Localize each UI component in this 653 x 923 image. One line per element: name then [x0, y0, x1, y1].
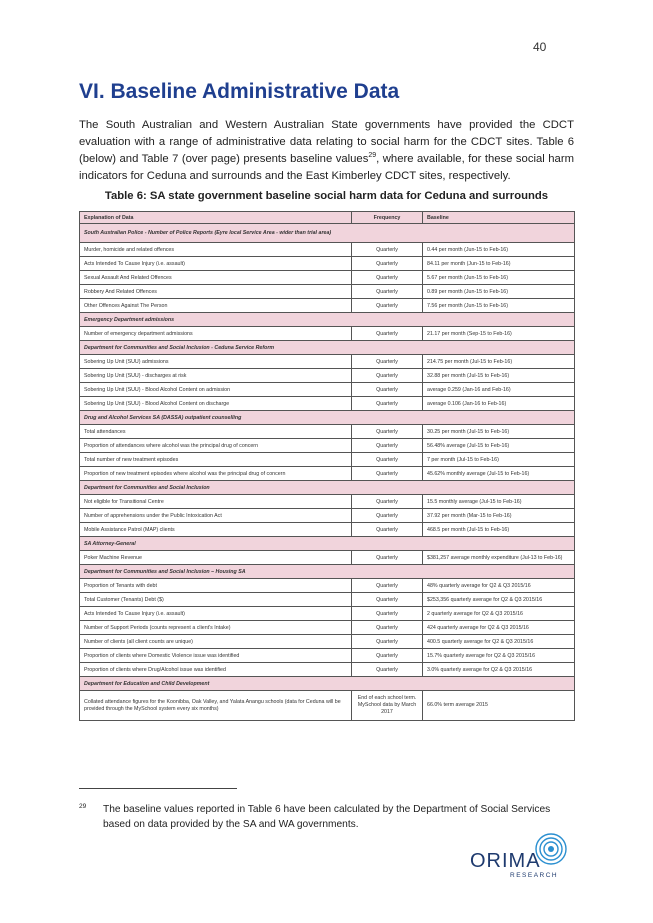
- footnote-divider: [79, 788, 237, 789]
- table-row: [80, 607, 575, 621]
- cell-explanation: Proportion of new treatment episodes where alcohol was the principal drug of concern: [80, 467, 352, 481]
- cell-frequency: Quarterly: [352, 299, 423, 313]
- cell-frequency: Quarterly: [352, 621, 423, 635]
- section-title: Drug and Alcohol Services SA (DASSA) outpatient counselling: [80, 411, 575, 425]
- cell-baseline: 21.17 per month (Sep-15 to Feb-16): [423, 327, 575, 341]
- table-row: [80, 285, 575, 299]
- cell-explanation: Proportion of Tenants with debt: [80, 579, 352, 593]
- cell-frequency: Quarterly: [352, 509, 423, 523]
- section-title: Department for Communities and Social Inclusion - Ceduna Service Reform: [80, 341, 575, 355]
- cell-frequency: Quarterly: [352, 649, 423, 663]
- table-row: [80, 467, 575, 481]
- header-baseline: Baseline: [423, 212, 575, 224]
- logo-wordmark: ORIMA: [470, 850, 541, 872]
- table-section-row: [80, 411, 575, 425]
- table-row: [80, 299, 575, 313]
- baseline-data-table: [79, 211, 575, 721]
- table-row: [80, 621, 575, 635]
- cell-frequency: Quarterly: [352, 327, 423, 341]
- cell-baseline: 3.0% quarterly average for Q2 & Q3 2015/16: [423, 663, 575, 677]
- cell-explanation: Proportion of clients where Drug/Alcohol issue was identified: [80, 663, 352, 677]
- section-title: Department for Education and Child Development: [80, 677, 575, 691]
- cell-baseline: 424 quarterly average for Q2 & Q3 2015/16: [423, 621, 575, 635]
- cell-baseline: 45.62% monthly average (Jul-15 to Feb-16): [423, 467, 575, 481]
- cell-baseline: 0.89 per month (Jun-15 to Feb-16): [423, 285, 575, 299]
- cell-baseline: average 0.106 (Jan-16 to Feb-16): [423, 397, 575, 411]
- footnote: [79, 802, 574, 832]
- cell-frequency: Quarterly: [352, 369, 423, 383]
- cell-explanation: Robbery And Related Offences: [80, 285, 352, 299]
- cell-explanation: Sobering Up Unit (SUU) - discharges at risk: [80, 369, 352, 383]
- footnote-ref[interactable]: 29: [368, 152, 377, 160]
- table-section-row: [80, 313, 575, 327]
- cell-explanation: Not eligible for Transitional Centre: [80, 495, 352, 509]
- cell-frequency: Quarterly: [352, 243, 423, 257]
- orima-logo: [470, 832, 580, 884]
- table-row: [80, 691, 575, 721]
- table-row: [80, 495, 575, 509]
- footnote-text: The baseline values reported in Table 6 have been calculated by the Department of Social Services based on data provided by the SA and WA governments.: [103, 804, 551, 830]
- cell-frequency: Quarterly: [352, 271, 423, 285]
- cell-explanation: Total attendances: [80, 425, 352, 439]
- cell-frequency: Quarterly: [352, 663, 423, 677]
- cell-explanation: Number of clients (all client counts are unique): [80, 635, 352, 649]
- table-row: [80, 523, 575, 537]
- table-caption: Table 6: SA state government baseline social harm data for Ceduna and surrounds: [104, 190, 549, 202]
- cell-baseline: $381,257 average monthly expenditure (Jul-13 to Feb-16): [423, 551, 575, 565]
- table-row: [80, 257, 575, 271]
- logo-rings-icon: [534, 832, 568, 866]
- cell-frequency: Quarterly: [352, 257, 423, 271]
- cell-frequency: End of each school term. MySchool data by March 2017: [352, 691, 423, 721]
- table-row: [80, 551, 575, 565]
- table-row: [80, 453, 575, 467]
- cell-frequency: Quarterly: [352, 607, 423, 621]
- cell-explanation: Mobile Assistance Patrol (MAP) clients: [80, 523, 352, 537]
- intro-text-part1: The South Australian and Western Australian State governments have provided the CDCT evaluation with a range of administrative data relating to social harm for the CDCT sites. Table 6 (below) and Table 7 (over page) presents baseline values: [79, 119, 574, 165]
- table-row: [80, 271, 575, 285]
- cell-explanation: Total Customer (Tenants) Debt ($): [80, 593, 352, 607]
- cell-frequency: Quarterly: [352, 453, 423, 467]
- cell-explanation: Number of emergency department admissions: [80, 327, 352, 341]
- cell-explanation: Sexual Assault And Related Offences: [80, 271, 352, 285]
- cell-frequency: Quarterly: [352, 523, 423, 537]
- table-section-row: [80, 481, 575, 495]
- cell-explanation: Collated attendance figures for the Koonibba, Oak Valley, and Yalata Anangu schools (data for Ceduna will be provided through the MySchool system every six months): [80, 691, 352, 721]
- table-row: [80, 635, 575, 649]
- table-section-row: [80, 537, 575, 551]
- table-section-row: [80, 565, 575, 579]
- cell-baseline: 400.5 quarterly average for Q2 & Q3 2015/16: [423, 635, 575, 649]
- cell-frequency: Quarterly: [352, 285, 423, 299]
- cell-frequency: Quarterly: [352, 439, 423, 453]
- cell-explanation: Other Offences Against The Person: [80, 299, 352, 313]
- table-row: [80, 579, 575, 593]
- table-row: [80, 425, 575, 439]
- cell-baseline: 37.92 per month (Mar-15 to Feb-16): [423, 509, 575, 523]
- table-row: [80, 439, 575, 453]
- cell-frequency: Quarterly: [352, 551, 423, 565]
- cell-baseline: 15.5 monthly average (Jul-15 to Feb-16): [423, 495, 575, 509]
- cell-baseline: 30.25 per month (Jul-15 to Feb-16): [423, 425, 575, 439]
- table-row: [80, 243, 575, 257]
- table-header-row: [80, 212, 575, 224]
- cell-frequency: Quarterly: [352, 467, 423, 481]
- section-title: Department for Communities and Social Inclusion: [80, 481, 575, 495]
- cell-baseline: 48% quarterly average for Q2 & Q3 2015/16: [423, 579, 575, 593]
- cell-explanation: Sobering Up Unit (SUU) admissions: [80, 355, 352, 369]
- cell-explanation: Murder, homicide and related offences: [80, 243, 352, 257]
- cell-frequency: Quarterly: [352, 355, 423, 369]
- section-title: Emergency Department admissions: [80, 313, 575, 327]
- cell-explanation: Proportion of attendances where alcohol was the principal drug of concern: [80, 439, 352, 453]
- intro-paragraph: [79, 117, 574, 185]
- table-section-row: [80, 224, 575, 243]
- cell-explanation: Poker Machine Revenue: [80, 551, 352, 565]
- cell-baseline: $253,356 quarterly average for Q2 & Q3 2015/16: [423, 593, 575, 607]
- cell-frequency: Quarterly: [352, 383, 423, 397]
- cell-frequency: Quarterly: [352, 593, 423, 607]
- cell-baseline: 84.11 per month (Jun-15 to Feb-16): [423, 257, 575, 271]
- cell-baseline: average 0.259 (Jan-16 and Feb-16): [423, 383, 575, 397]
- cell-frequency: Quarterly: [352, 579, 423, 593]
- cell-explanation: Total number of new treatment episodes: [80, 453, 352, 467]
- table-row: [80, 649, 575, 663]
- table-row: [80, 509, 575, 523]
- cell-baseline: 468.5 per month (Jul-15 to Feb-16): [423, 523, 575, 537]
- cell-explanation: Acts Intended To Cause Injury (i.e. assault): [80, 607, 352, 621]
- cell-baseline: 66.0% term average 2015: [423, 691, 575, 721]
- cell-baseline: 32.88 per month (Jul-15 to Feb-16): [423, 369, 575, 383]
- cell-baseline: 7 per month (Jul-15 to Feb-16): [423, 453, 575, 467]
- section-title: Department for Communities and Social Inclusion – Housing SA: [80, 565, 575, 579]
- table-section-row: [80, 341, 575, 355]
- cell-frequency: Quarterly: [352, 495, 423, 509]
- page-number: 40: [533, 40, 547, 54]
- cell-frequency: Quarterly: [352, 397, 423, 411]
- cell-baseline: 56.48% average (Jul-15 to Feb-16): [423, 439, 575, 453]
- table-row: [80, 397, 575, 411]
- cell-frequency: Quarterly: [352, 425, 423, 439]
- header-explanation: Explanation of Data: [80, 212, 352, 224]
- cell-baseline: 0.44 per month (Jun-15 to Feb-16): [423, 243, 575, 257]
- table-section-row: [80, 677, 575, 691]
- table-body: [80, 224, 575, 721]
- cell-baseline: 214.75 per month (Jul-15 to Feb-16): [423, 355, 575, 369]
- logo-subtitle: RESEARCH: [510, 872, 559, 879]
- cell-baseline: 7.56 per month (Jun-15 to Feb-16): [423, 299, 575, 313]
- cell-explanation: Sobering Up Unit (SUU) - Blood Alcohol Content on discharge: [80, 397, 352, 411]
- intro-text-part2: , where available, for these social harm indicators for Ceduna and surrounds and the East Kimberley CDCT sites, respectively.: [79, 153, 574, 182]
- section-heading: VI. Baseline Administrative Data: [79, 80, 400, 103]
- cell-explanation: Proportion of clients where Domestic Violence issue was identified: [80, 649, 352, 663]
- table-row: [80, 355, 575, 369]
- cell-explanation: Acts Intended To Cause Injury (i.e. assault): [80, 257, 352, 271]
- table-row: [80, 383, 575, 397]
- table-row: [80, 663, 575, 677]
- cell-baseline: 15.7% quarterly average for Q2 & Q3 2015/16: [423, 649, 575, 663]
- cell-explanation: Number of Support Periods (counts represent a client's Intake): [80, 621, 352, 635]
- table-row: [80, 593, 575, 607]
- section-title: South Australian Police - Number of Police Reports (Eyre local Service Area - wider than trial area): [80, 224, 575, 243]
- header-frequency: Frequency: [352, 212, 423, 224]
- cell-baseline: 5.67 per month (Jun-15 to Feb-16): [423, 271, 575, 285]
- cell-baseline: 2 quarterly average for Q2 & Q3 2015/16: [423, 607, 575, 621]
- table-row: [80, 327, 575, 341]
- section-title: SA Attorney-General: [80, 537, 575, 551]
- table-row: [80, 369, 575, 383]
- footnote-number: 29: [79, 803, 87, 810]
- cell-frequency: Quarterly: [352, 635, 423, 649]
- cell-explanation: Number of apprehensions under the Public Intoxication Act: [80, 509, 352, 523]
- cell-explanation: Sobering Up Unit (SUU) - Blood Alcohol Content on admission: [80, 383, 352, 397]
